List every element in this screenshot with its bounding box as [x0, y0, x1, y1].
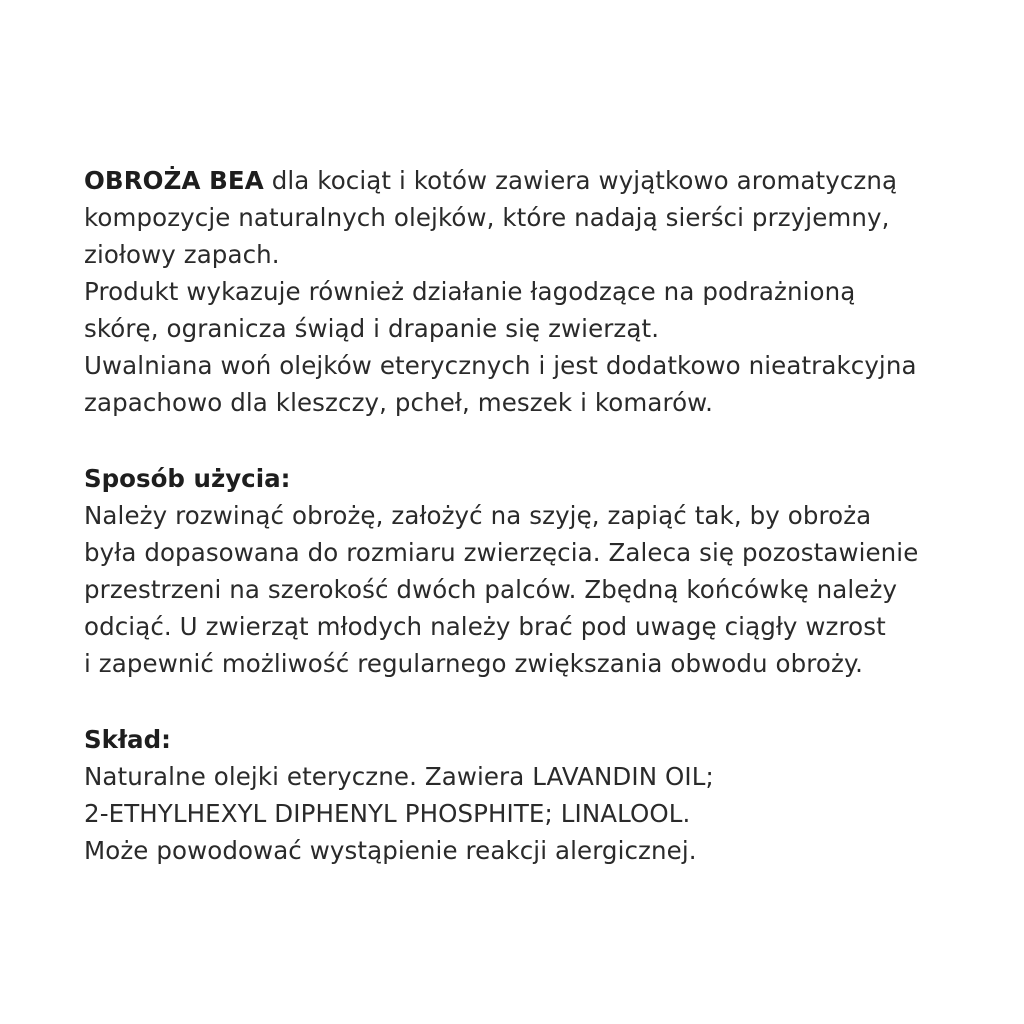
composition-line-1: Naturalne olejki eteryczne. Zawiera LAVANDIN OIL; [84, 762, 714, 791]
intro-line-1 [84, 162, 984, 199]
usage-line-2: była dopasowana do rozmiaru zwierzęcia. Zaleca się pozostawienie [84, 538, 919, 567]
usage-heading: Sposób użycia: [84, 464, 291, 493]
intro-line-5: skórę, ogranicza świąd i drapanie się zwierząt. [84, 314, 660, 343]
product-description [84, 162, 984, 869]
intro-line-2: kompozycje naturalnych olejków, które nadają sierści przyjemny, [84, 203, 890, 232]
usage-line-1: Należy rozwinąć obrożę, założyć na szyję, zapiąć tak, by obroża [84, 501, 872, 530]
usage-line-3: przestrzeni na szerokość dwóch palców. Zbędną końcówkę należy [84, 575, 898, 604]
intro-line-6: Uwalniana woń olejków eterycznych i jest dodatkowo nieatrakcyjna [84, 351, 917, 380]
usage-line-5: i zapewnić możliwość regularnego zwiększania obwodu obroży. [84, 649, 863, 678]
usage-section [84, 460, 984, 682]
intro-section [84, 162, 984, 421]
composition-line-3: Może powodować wystąpienie reakcji alergicznej. [84, 836, 697, 865]
usage-line-4: odciąć. U zwierząt młodych należy brać pod uwagę ciągły wzrost [84, 612, 886, 641]
intro-line-1-text: dla kociąt i kotów zawiera wyjątkowo aromatyczną [263, 166, 898, 195]
product-name: OBROŻA BEA [84, 166, 264, 195]
intro-line-4: Produkt wykazuje również działanie łagodzące na podrażnioną [84, 277, 856, 306]
composition-line-2: 2-ETHYLHEXYL DIPHENYL PHOSPHITE; LINALOOL. [84, 799, 691, 828]
composition-section [84, 721, 984, 869]
intro-line-3: ziołowy zapach. [84, 240, 280, 269]
intro-line-7: zapachowo dla kleszczy, pcheł, meszek i komarów. [84, 388, 713, 417]
composition-heading: Skład: [84, 725, 171, 754]
